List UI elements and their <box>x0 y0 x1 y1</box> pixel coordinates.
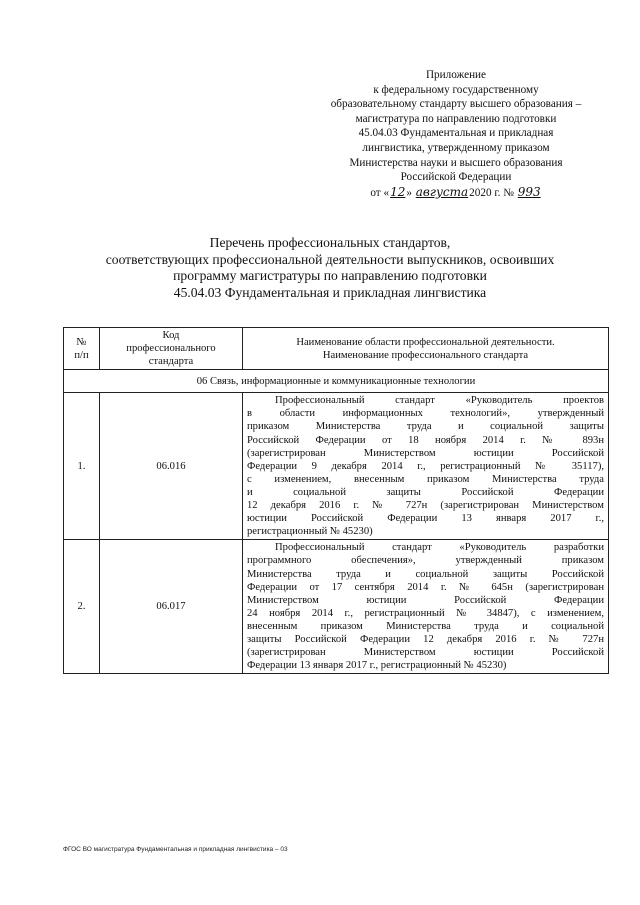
description-line: с изменением, внесенным приказом Министерства труда <box>247 473 604 485</box>
order-day-handwritten: 12 <box>390 184 406 199</box>
header-name-line: Наименование области профессиональной деятельности. <box>296 336 555 348</box>
table-header-row <box>64 328 609 370</box>
title-line: соответствующих профессиональной деятельности выпускников, освоивших <box>105 251 555 267</box>
standards-table <box>63 327 609 674</box>
description-line: Министерством юстиции Российской Федерации <box>247 594 604 606</box>
standard-code: 06.016 <box>100 393 243 540</box>
title-line: Перечень профессиональных стандартов, <box>209 235 451 250</box>
appendix-line: магистратура по направлению подготовки <box>355 112 557 125</box>
appendix-block <box>305 68 607 200</box>
appendix-line: лингвистика, утвержденному приказом <box>362 141 550 154</box>
header-num <box>64 328 100 370</box>
description-line: Федерации 9 декабря 2014 г., регистрационный № 35117), <box>247 460 604 472</box>
standard-code: 06.017 <box>100 540 243 674</box>
appendix-line: 45.04.03 Фундаментальная и прикладная <box>358 127 554 140</box>
standard-description <box>243 393 609 540</box>
header-code-line: стандарта <box>148 356 194 368</box>
title-line: 45.04.03 Фундаментальная и прикладная лингвистика <box>173 284 487 300</box>
appendix-line: образовательному стандарту высшего образования – <box>330 98 582 111</box>
table-row <box>64 393 609 540</box>
description-line: внесенным приказом Министерства труда и социальной <box>247 620 604 632</box>
order-mid: » <box>406 186 415 199</box>
header-num-line: п/п <box>74 349 89 361</box>
description-line: регистрационный № 45230) <box>247 526 373 538</box>
description-line: Профессиональный стандарт «Руководитель разработки <box>275 542 604 554</box>
row-number: 2. <box>64 540 100 674</box>
standard-description <box>243 540 609 674</box>
header-code-line: Код <box>162 330 180 341</box>
description-line: (зарегистрирован Министерством юстиции Российской <box>247 447 604 459</box>
appendix-line: к федеральному государственному <box>373 83 539 96</box>
appendix-line: Министерства науки и высшего образования <box>349 156 563 169</box>
order-month-handwritten: августа <box>415 184 469 199</box>
document-title <box>60 235 600 301</box>
header-code-line: профессионального <box>126 343 216 355</box>
description-line: 12 декабря 2016 г. № 727н (зарегистрирован Министерством <box>247 500 604 512</box>
order-date-line <box>305 185 607 201</box>
description-line: программного обеспечения», утвержденный приказом <box>247 555 604 567</box>
description-line: и социальной защиты Российской Федерации <box>247 486 604 498</box>
header-code <box>100 328 243 370</box>
header-name <box>243 328 609 370</box>
description-line: Российской Федерации от 18 ноября 2014 г. № 893н <box>247 434 604 446</box>
table-row <box>64 540 609 674</box>
appendix-line: Российской Федерации <box>400 171 512 184</box>
description-line: юстиции Российской Федерации 13 января 2017 г., <box>247 513 604 525</box>
section-label: 06 Связь, информационные и коммуникационные технологии <box>64 370 609 393</box>
description-line: (зарегистрирован Министерством юстиции Российской <box>247 647 604 659</box>
appendix-line: Приложение <box>425 69 487 81</box>
page-footer: ФГОС ВО магистратура Фундаментальная и прикладная лингвистика – 03 <box>63 846 288 853</box>
description-line: 24 ноября 2014 г., регистрационный № 34847), с изменением, <box>247 607 604 619</box>
header-name-line: Наименование профессионального стандарта <box>322 349 529 361</box>
description-line: Министерства труда и социальной защиты Российской <box>247 568 604 580</box>
order-prefix: от « <box>370 186 390 199</box>
order-number-handwritten: 993 <box>517 184 541 199</box>
section-row <box>64 370 609 393</box>
description-line: защиты Российской Федерации 12 декабря 2016 г. № 727н <box>247 633 604 645</box>
description-line: в области информационных технологий», утвержденный <box>247 408 604 420</box>
row-number: 1. <box>64 393 100 540</box>
description-line: Федерации 13 января 2017 г., регистрационный № 45230) <box>247 660 507 672</box>
order-year: 2020 г. № <box>469 186 514 199</box>
title-line: программу магистратуры по направлению подготовки <box>173 268 487 284</box>
header-num-line: № <box>76 336 87 348</box>
description-line: Профессиональный стандарт «Руководитель проектов <box>275 395 604 407</box>
description-line: Федерации от 17 сентября 2014 г. № 645н (зарегистрирован <box>247 581 604 593</box>
description-line: приказом Министерства труда и социальной защиты <box>247 421 604 433</box>
